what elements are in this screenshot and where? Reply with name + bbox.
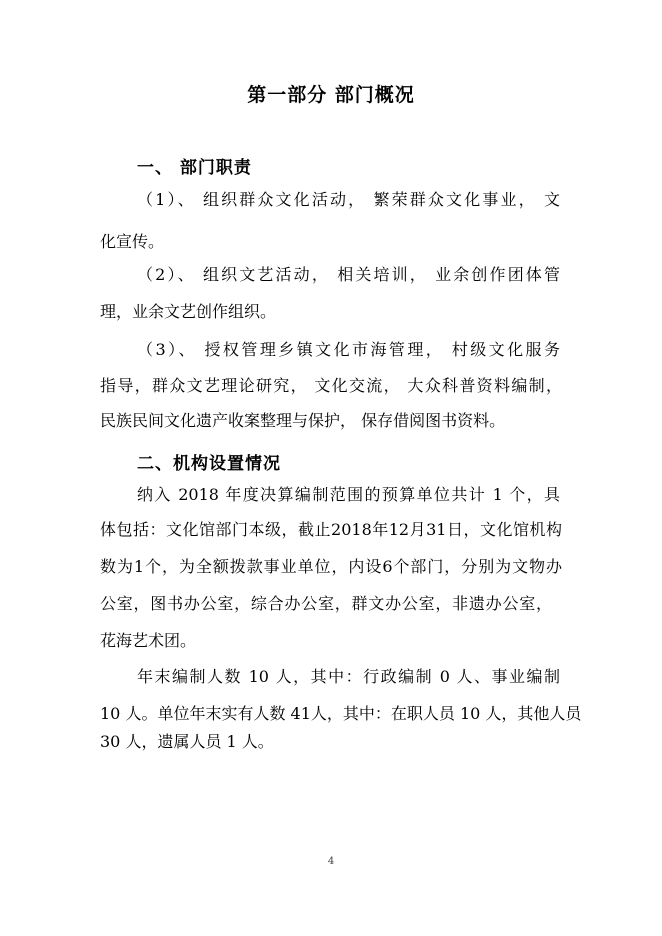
duty-item-1-line-1: （1）、 组织群众文化活动， 繁荣群众文化事业， 文 [137,190,560,209]
duty-item-3-line-2: 指导，群众文艺理论研究， 文化交流， 大众科普资料编制， [100,376,562,395]
org-para-2-line-2: 10 人。单位年末实有人数 41人，其中：在职人员 10 人，其他人员 [100,704,582,723]
org-para-2-line-3: 30 人，遗属人员 1 人。 [100,732,274,751]
page-number: 4 [327,856,335,867]
duty-item-3-line-3: 民族民间文化遗产收案整理与保护， 保存借阅图书资料。 [100,411,506,430]
page-title: 第一部分 部门概况 [247,84,415,106]
duty-item-2-line-2: 理，业余文艺创作组织。 [100,302,277,321]
section-heading-duties: 一、 部门职责 [137,158,252,178]
org-para-1-line-1: 纳入 2018 年度决算编制范围的预算单位共计 1 个，具 [137,485,560,504]
duty-item-2-line-1: （2）、 组织文艺活动， 相关培训， 业余创作团体管 [137,265,560,284]
org-para-2-line-1: 年末编制人数 10 人，其中：行政编制 0 人、事业编制 [137,667,560,686]
org-para-1-line-4: 公室，图书办公室，综合办公室，群文办公室，非遗办公室， [100,594,552,613]
org-para-1-line-2: 体包括：文化馆部门本级，截止2018年12月31日，文化馆机构 [100,520,562,539]
duty-item-1-line-2: 化宣传。 [100,232,165,251]
org-para-1-line-5: 花海艺术团。 [100,631,197,650]
duty-item-3-line-1: （3）、 授权管理乡镇文化市海管理， 村级文化服务 [137,340,560,359]
org-para-1-line-3: 数为1个，为全额拨款事业单位，内设6个部门，分别为文物办 [100,557,562,576]
section-heading-organization: 二、机构设置情况 [137,454,281,474]
